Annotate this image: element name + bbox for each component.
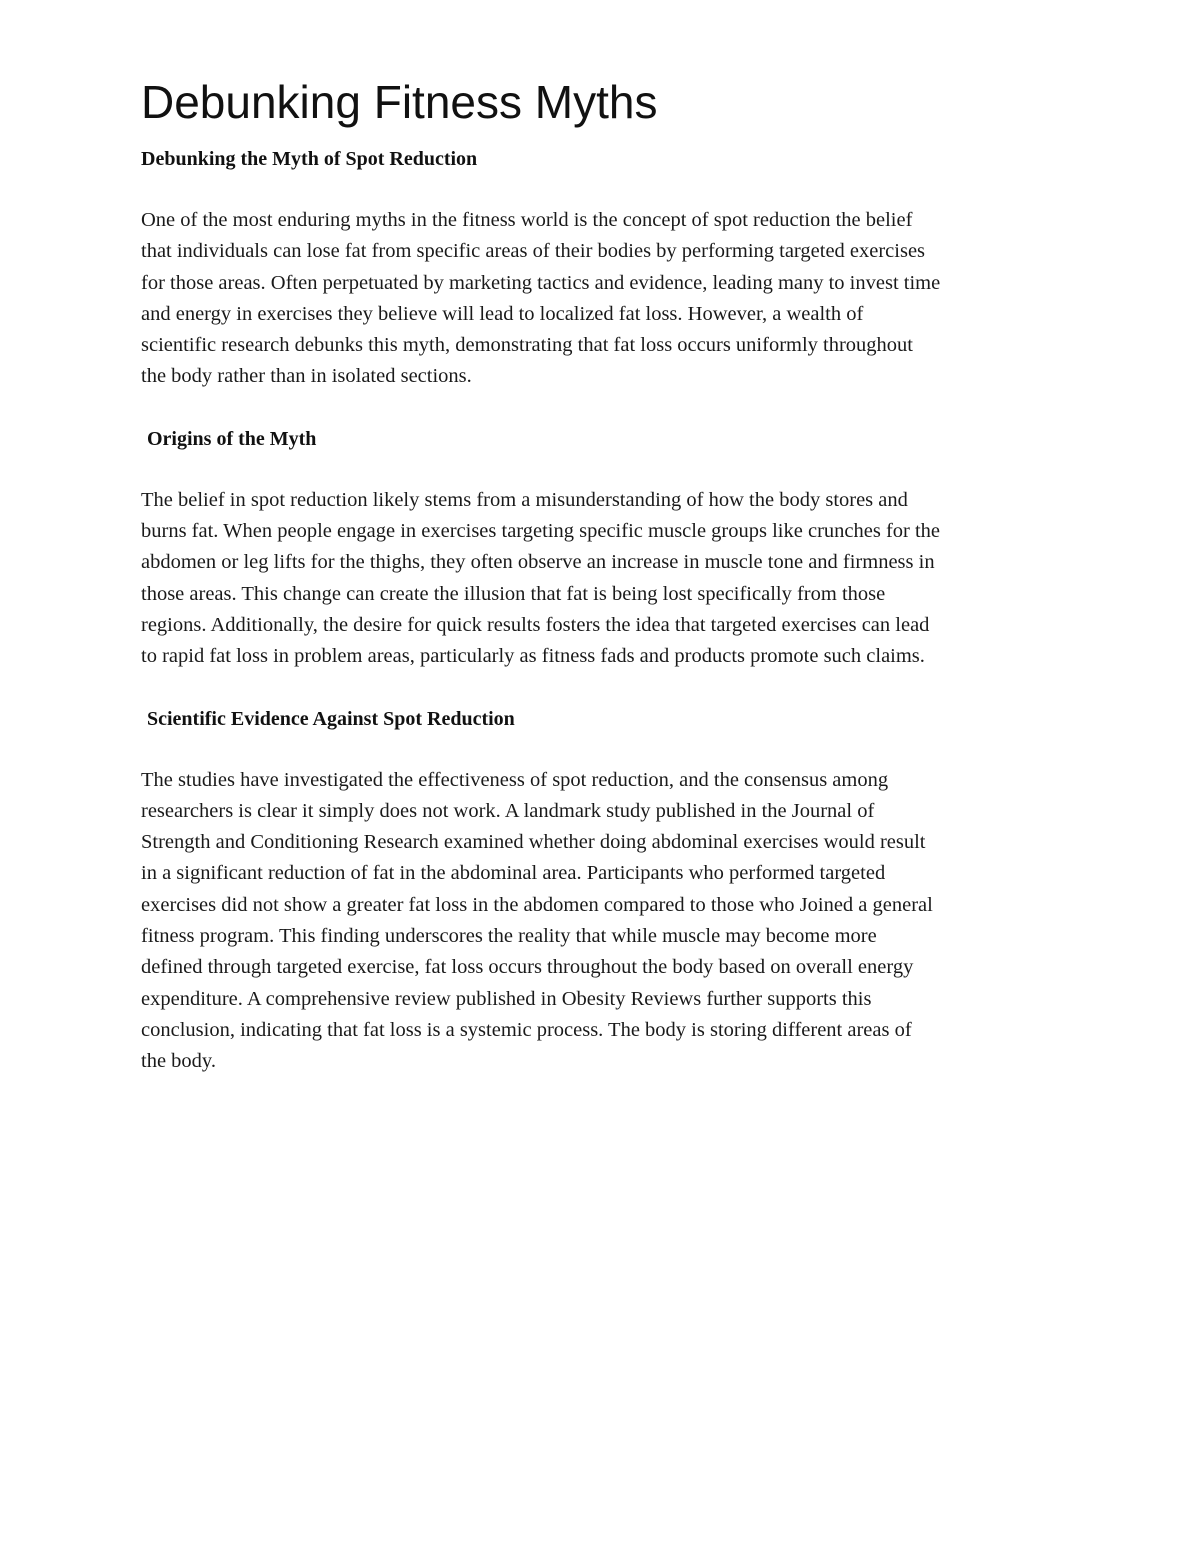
- paragraph-line: to rapid fat loss in problem areas, particularly as fitness fads and products promote such claims.: [141, 645, 925, 668]
- section-heading-spot-reduction: Debunking the Myth of Spot Reduction: [141, 148, 478, 170]
- section-heading-scientific-evidence: Scientific Evidence Against Spot Reduction: [147, 707, 515, 730]
- section-paragraph-scientific-evidence: [141, 765, 1066, 1078]
- section-heading-origins: Origins of the Myth: [147, 427, 317, 450]
- paragraph-line: burns fat. When people engage in exercises targeting specific muscle groups like crunches for the: [141, 520, 941, 543]
- section-paragraph-spot-reduction: [141, 205, 1066, 393]
- paragraph-line: defined through targeted exercise, fat loss occurs throughout the body based on overall energy: [141, 956, 914, 979]
- paragraph-line: conclusion, indicating that fat loss is a systemic process. The body is storing different areas of: [141, 1018, 912, 1041]
- paragraph-line: the body rather than in isolated sections.: [141, 365, 472, 388]
- paragraph-line: the body.: [141, 1050, 216, 1073]
- paragraph-line: researchers is clear it simply does not work. A landmark study published in the Journal of: [141, 799, 875, 822]
- paragraph-line: One of the most enduring myths in the fitness world is the concept of spot reduction the belief: [141, 209, 913, 231]
- document-title: Debunking Fitness Myths: [141, 76, 658, 128]
- paragraph-line: The belief in spot reduction likely stems from a misunderstanding of how the body stores and: [141, 488, 908, 511]
- paragraph-line: expenditure. A comprehensive review published in Obesity Reviews further supports this: [141, 987, 872, 1010]
- paragraph-line: fitness program. This finding underscores the reality that while muscle may become more: [141, 925, 877, 948]
- section-paragraph-origins: [141, 485, 1066, 673]
- paragraph-line: regions. Additionally, the desire for quick results fosters the idea that targeted exercises can lead: [141, 613, 930, 636]
- paragraph-line: in a significant reduction of fat in the abdominal area. Participants who performed targeted: [141, 862, 886, 885]
- paragraph-line: abdomen or leg lifts for the thighs, they often observe an increase in muscle tone and firmness in: [141, 551, 935, 574]
- paragraph-line: scientific research debunks this myth, demonstrating that fat loss occurs uniformly throughout: [141, 334, 914, 357]
- paragraph-line: for those areas. Often perpetuated by marketing tactics and evidence, leading many to invest time: [141, 271, 941, 294]
- paragraph-line: that individuals can lose fat from specific areas of their bodies by performing targeted exercises: [141, 240, 926, 263]
- paragraph-line: those areas. This change can create the illusion that fat is being lost specifically from those: [141, 582, 886, 605]
- paragraph-line: and energy in exercises they believe will lead to localized fat loss. However, a wealth of: [141, 302, 864, 325]
- paragraph-line: The studies have investigated the effectiveness of spot reduction, and the consensus among: [141, 768, 889, 791]
- paragraph-line: Strength and Conditioning Research examined whether doing abdominal exercises would result: [141, 831, 926, 854]
- paragraph-line: exercises did not show a greater fat loss in the abdomen compared to those who Joined a general: [141, 893, 933, 916]
- document-content: [141, 72, 1066, 1078]
